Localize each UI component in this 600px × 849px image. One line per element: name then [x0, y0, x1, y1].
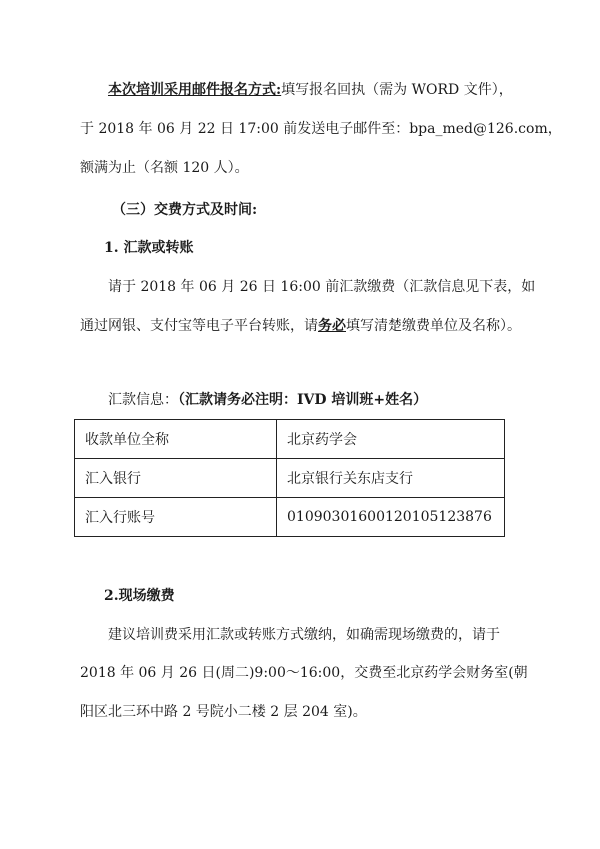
sub2-line-2: 2018 年 06 月 26 日(周二)9:00～16:00，交费至北京药学会财务室(朝 — [80, 665, 528, 681]
sub2-title: 2.现场缴费 — [104, 588, 175, 604]
sub1-emphasis: 务必 — [318, 318, 346, 334]
sub1-line2-pre: 通过网银、支付宝等电子平台转账，请 — [80, 318, 318, 334]
sub1-line-2 — [80, 316, 521, 336]
registration-line-1 — [108, 80, 513, 100]
row-value: 01090301600120105123876 — [277, 498, 505, 537]
row-label: 汇入银行 — [75, 459, 277, 498]
row-value: 北京药学会 — [277, 420, 505, 459]
remit-info-label: 汇款信息： — [108, 392, 178, 408]
remit-info-line — [108, 390, 427, 410]
sub1-title: 1. 汇款或转账 — [104, 240, 194, 256]
row-label: 汇入行账号 — [75, 498, 277, 537]
table-row — [75, 420, 505, 459]
table-row — [75, 498, 505, 537]
remit-info-table — [74, 419, 505, 537]
row-label: 收款单位全称 — [75, 420, 277, 459]
registration-line1-rest: 填写报名回执（需为 WORD 文件）， — [281, 82, 513, 98]
table-row — [75, 459, 505, 498]
row-value: 北京银行关东店支行 — [277, 459, 505, 498]
remit-info-note: （汇款请务必注明：IVD 培训班+姓名） — [178, 392, 428, 408]
sub2-line-1: 建议培训费采用汇款或转账方式缴纳，如确需现场缴费的，请于 — [108, 627, 500, 643]
registration-line-2: 于 2018 年 06 月 22 日 17:00 前发送电子邮件至：bpa_med@126.com， — [80, 121, 562, 137]
registration-heading: 本次培训采用邮件报名方式: — [108, 82, 282, 98]
sub1-line2-post: 填写清楚缴费单位及名称）。 — [346, 318, 521, 334]
sub2-line-3: 阳区北三环中路 2 号院小二楼 2 层 204 室)。 — [80, 704, 367, 720]
sub1-line-1: 请于 2018 年 06 月 26 日 16:00 前汇款缴费（汇款信息见下表，如 — [108, 279, 536, 295]
section3-title: （三）交费方式及时间: — [112, 202, 258, 218]
registration-line-3: 额满为止（名额 120 人）。 — [80, 160, 249, 176]
